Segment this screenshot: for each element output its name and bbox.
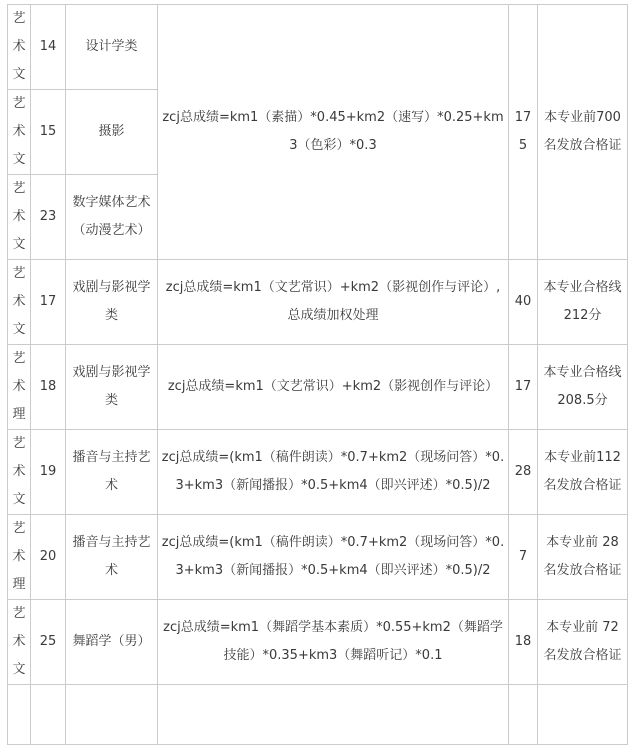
major-code-cell: 18	[31, 345, 66, 430]
formula-cell: zcj总成绩=km1（素描）*0.45+km2（速写）*0.25+km3（色彩）*0.3	[158, 5, 509, 260]
count-cell: 18	[509, 600, 538, 685]
major-code-cell: 15	[31, 90, 66, 175]
table-row	[8, 345, 628, 430]
table-row	[8, 430, 628, 515]
major-code-cell: 25	[31, 600, 66, 685]
table-row	[8, 260, 628, 345]
category-cell: 艺术文	[8, 5, 31, 90]
major-code-cell: 14	[31, 5, 66, 90]
count-cell: 175	[509, 5, 538, 260]
table-row-partial	[8, 685, 628, 745]
major-name-cell: 戏剧与影视学类	[66, 345, 158, 430]
note-cell: 本专业前700名发放合格证	[538, 5, 628, 260]
major-name-cell: 戏剧与影视学类	[66, 260, 158, 345]
table-row	[8, 600, 628, 685]
category-cell: 艺术文	[8, 260, 31, 345]
count-cell: 17	[509, 345, 538, 430]
count-cell: 40	[509, 260, 538, 345]
note-cell: 本专业合格线208.5分	[538, 345, 628, 430]
major-code-cell: 23	[31, 175, 66, 260]
category-cell: 艺术理	[8, 515, 31, 600]
major-code-cell	[31, 685, 66, 745]
formula-cell: zcj总成绩=(km1（稿件朗读）*0.7+km2（现场问答）*0.3+km3（新闻播报）*0.5+km4（即兴评述）*0.5)/2	[158, 430, 509, 515]
formula-cell	[158, 685, 509, 745]
note-cell: 本专业前 72名发放合格证	[538, 600, 628, 685]
major-name-cell: 舞蹈学（男）	[66, 600, 158, 685]
category-cell: 艺术文	[8, 90, 31, 175]
category-cell: 艺术文	[8, 430, 31, 515]
formula-cell: zcj总成绩=km1（文艺常识）+km2（影视创作与评论）	[158, 345, 509, 430]
count-cell: 7	[509, 515, 538, 600]
category-cell	[8, 685, 31, 745]
formula-cell: zcj总成绩=(km1（稿件朗读）*0.7+km2（现场问答）*0.3+km3（新闻播报）*0.5+km4（即兴评述）*0.5)/2	[158, 515, 509, 600]
note-cell: 本专业前112名发放合格证	[538, 430, 628, 515]
admission-score-table	[7, 4, 628, 745]
major-name-cell	[66, 685, 158, 745]
table-row	[8, 5, 628, 90]
count-cell: 28	[509, 430, 538, 515]
major-name-cell: 播音与主持艺术	[66, 430, 158, 515]
category-cell: 艺术文	[8, 600, 31, 685]
note-cell	[538, 685, 628, 745]
category-cell: 艺术理	[8, 345, 31, 430]
major-name-cell: 数字媒体艺术（动漫艺术）	[66, 175, 158, 260]
major-name-cell: 播音与主持艺术	[66, 515, 158, 600]
note-cell: 本专业合格线212分	[538, 260, 628, 345]
major-code-cell: 20	[31, 515, 66, 600]
table-row	[8, 515, 628, 600]
note-cell: 本专业前 28名发放合格证	[538, 515, 628, 600]
formula-cell: zcj总成绩=km1（舞蹈学基本素质）*0.55+km2（舞蹈学技能）*0.35+km3（舞蹈听记）*0.1	[158, 600, 509, 685]
major-code-cell: 17	[31, 260, 66, 345]
major-code-cell: 19	[31, 430, 66, 515]
formula-cell: zcj总成绩=km1（文艺常识）+km2（影视创作与评论）,总成绩加权处理	[158, 260, 509, 345]
category-cell: 艺术文	[8, 175, 31, 260]
count-cell	[509, 685, 538, 745]
major-name-cell: 摄影	[66, 90, 158, 175]
major-name-cell: 设计学类	[66, 5, 158, 90]
